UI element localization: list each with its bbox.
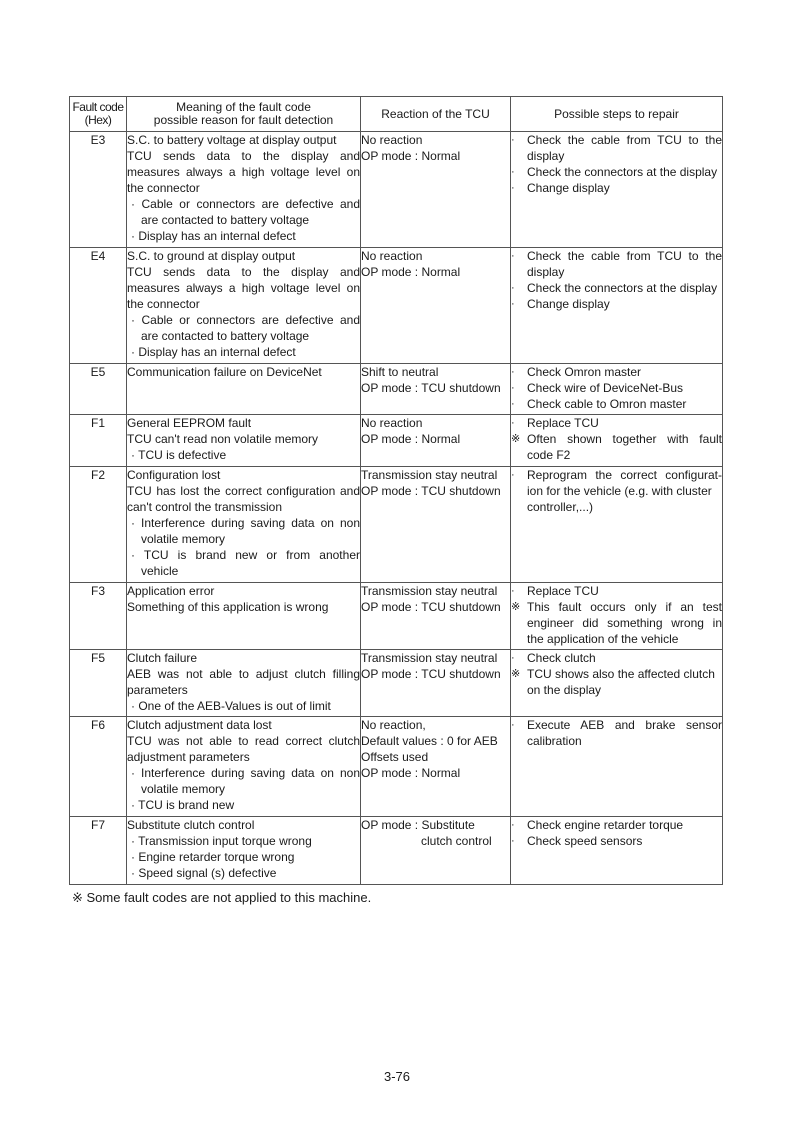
fault-code: F7 xyxy=(70,817,127,885)
repair-item xyxy=(511,132,722,164)
tcu-reaction xyxy=(361,248,511,364)
fault-code: F5 xyxy=(70,650,127,717)
table-row xyxy=(70,717,723,817)
repair-item xyxy=(511,415,722,431)
reaction-line: OP mode : TCU shutdown xyxy=(361,600,501,614)
fault-code: E3 xyxy=(70,132,127,248)
table-row xyxy=(70,248,723,364)
tcu-reaction xyxy=(361,650,511,717)
repair-item xyxy=(511,817,722,833)
meaning-line: TCU sends data to the display and xyxy=(127,149,360,163)
meaning-line: are contacted to battery voltage xyxy=(141,213,310,227)
meaning-line: · Cable or connectors are defective and xyxy=(131,197,360,211)
reaction-line: No reaction xyxy=(361,133,423,147)
meaning-line: · Speed signal (s) defective xyxy=(131,866,277,880)
reaction-line: OP mode : Substitute xyxy=(361,818,475,832)
repair-line: Check the connectors at the display xyxy=(527,281,718,295)
reaction-line: Default values : 0 for AEB xyxy=(361,734,498,748)
repair-line: Check wire of DeviceNet-Bus xyxy=(527,381,684,395)
meaning-line: S.C. to ground at display output xyxy=(127,249,296,263)
reaction-line: OP mode : TCU shutdown xyxy=(361,667,501,681)
repair-text xyxy=(527,599,722,647)
header-code-line: (Hex) xyxy=(84,114,112,127)
repair-text xyxy=(527,467,722,515)
bullet-icon: · xyxy=(511,719,515,731)
meaning-line: vehicle xyxy=(141,564,179,578)
repair-line: the application of the vehicle xyxy=(527,632,679,646)
repair-item xyxy=(511,599,722,647)
repair-line: display xyxy=(527,265,565,279)
table-body xyxy=(70,132,723,885)
repair-steps xyxy=(511,467,723,583)
repair-text xyxy=(527,666,722,698)
fault-meaning xyxy=(127,248,361,364)
meaning-line: · One of the AEB-Values is out of limit xyxy=(131,699,331,713)
meaning-line: AEB was not able to adjust clutch filling xyxy=(127,667,360,681)
meaning-line: · Transmission input torque wrong xyxy=(131,834,312,848)
meaning-line: · TCU is defective xyxy=(131,448,227,462)
table-row xyxy=(70,650,723,717)
meaning-line: Communication failure on DeviceNet xyxy=(127,365,322,379)
meaning-line: · TCU is brand new xyxy=(131,798,235,812)
repair-steps xyxy=(511,650,723,717)
header-meaning-line: possible reason for fault detection xyxy=(153,114,334,127)
fault-meaning xyxy=(127,717,361,817)
repair-text xyxy=(527,650,722,666)
reaction-line: clutch control xyxy=(421,834,492,848)
repair-text xyxy=(527,833,722,849)
repair-line: Check cable to Omron master xyxy=(527,397,687,411)
table-row xyxy=(70,583,723,650)
repair-item xyxy=(511,296,722,312)
tcu-reaction xyxy=(361,467,511,583)
meaning-line: · Display has an internal defect xyxy=(131,345,296,359)
bullet-icon: · xyxy=(511,282,515,294)
tcu-reaction xyxy=(361,415,511,467)
tcu-reaction xyxy=(361,717,511,817)
repair-line: on the display xyxy=(527,683,602,697)
repair-text xyxy=(527,180,722,196)
repair-text xyxy=(527,296,722,312)
repair-text xyxy=(527,431,722,463)
repair-line: Often shown together with fault xyxy=(527,432,722,446)
table-row xyxy=(70,467,723,583)
header-fault-code xyxy=(70,97,127,132)
repair-text xyxy=(527,248,722,280)
meaning-line: TCU can't read non volatile memory xyxy=(127,432,319,446)
header-reaction: Reaction of the TCU xyxy=(361,97,511,132)
repair-item xyxy=(511,650,722,666)
repair-line: This fault occurs only if an test xyxy=(527,600,722,614)
meaning-line: Substitute clutch control xyxy=(127,818,255,832)
header-code-line: Fault code xyxy=(72,101,124,114)
repair-line: Change display xyxy=(527,297,610,311)
meaning-line: · Interference during saving data on non xyxy=(131,766,360,780)
fault-meaning xyxy=(127,650,361,717)
meaning-line: · Interference during saving data on non xyxy=(131,516,360,530)
fault-meaning xyxy=(127,415,361,467)
bullet-icon: · xyxy=(511,182,515,194)
meaning-line: · Cable or connectors are defective and xyxy=(131,313,360,327)
reaction-line: Transmission stay neutral xyxy=(361,468,498,482)
repair-item xyxy=(511,396,722,412)
repair-text xyxy=(527,132,722,164)
bullet-icon: · xyxy=(511,298,515,310)
reaction-line: OP mode : TCU shutdown xyxy=(361,381,501,395)
table-row xyxy=(70,817,723,885)
repair-line: Reprogram the correct configurat- xyxy=(527,468,722,482)
repair-line: Replace TCU xyxy=(527,416,599,430)
tcu-reaction xyxy=(361,364,511,415)
repair-line: Check speed sensors xyxy=(527,834,643,848)
repair-text xyxy=(527,396,722,412)
repair-steps xyxy=(511,583,723,650)
repair-item xyxy=(511,164,722,180)
fault-code: F3 xyxy=(70,583,127,650)
reaction-line: No reaction xyxy=(361,416,423,430)
repair-item xyxy=(511,467,722,515)
repair-text xyxy=(527,280,722,296)
repair-item xyxy=(511,431,722,463)
header-row xyxy=(70,97,723,132)
meaning-line: Application error xyxy=(127,584,215,598)
meaning-line: measures always a high voltage level on xyxy=(127,165,360,179)
fault-code: F1 xyxy=(70,415,127,467)
meaning-line: · Display has an internal defect xyxy=(131,229,296,243)
fault-meaning xyxy=(127,364,361,415)
meaning-line: volatile memory xyxy=(141,782,226,796)
table-row xyxy=(70,132,723,248)
repair-item xyxy=(511,666,722,698)
fault-meaning xyxy=(127,467,361,583)
footnote: ※ Some fault codes are not applied to this machine. xyxy=(72,890,372,905)
reaction-line: Transmission stay neutral xyxy=(361,584,498,598)
note-mark-icon: ※ xyxy=(511,433,521,445)
repair-line: calibration xyxy=(527,734,582,748)
meaning-line: are contacted to battery voltage xyxy=(141,329,310,343)
repair-line: ion for the vehicle (e.g. with cluster xyxy=(527,484,712,498)
tcu-reaction xyxy=(361,817,511,885)
bullet-icon: · xyxy=(511,398,515,410)
repair-item xyxy=(511,248,722,280)
repair-text xyxy=(527,380,722,396)
repair-line: Check the cable from TCU to the xyxy=(527,133,722,147)
repair-item xyxy=(511,180,722,196)
bullet-icon: · xyxy=(511,250,515,262)
table-row xyxy=(70,364,723,415)
meaning-line: TCU has lost the correct configuration and xyxy=(127,484,360,498)
repair-item xyxy=(511,380,722,396)
meaning-line: · Engine retarder torque wrong xyxy=(131,850,295,864)
fault-meaning xyxy=(127,583,361,650)
reaction-line: OP mode : Normal xyxy=(361,265,461,279)
bullet-icon: · xyxy=(511,469,515,481)
repair-line: Replace TCU xyxy=(527,584,599,598)
repair-item xyxy=(511,583,722,599)
repair-text xyxy=(527,817,722,833)
bullet-icon: · xyxy=(511,819,515,831)
repair-steps xyxy=(511,415,723,467)
page-number: 3-76 xyxy=(383,1069,411,1084)
repair-line: Check the connectors at the display xyxy=(527,165,718,179)
reaction-line: Shift to neutral xyxy=(361,365,439,379)
repair-steps xyxy=(511,132,723,248)
meaning-line: Clutch failure xyxy=(127,651,198,665)
header-repair: Possible steps to repair xyxy=(511,97,723,132)
repair-line: display xyxy=(527,149,565,163)
reaction-line: Transmission stay neutral xyxy=(361,651,498,665)
meaning-line: parameters xyxy=(127,683,188,697)
header-meaning-line: Meaning of the fault code xyxy=(176,101,311,114)
repair-line: Execute AEB and brake sensor xyxy=(527,718,722,732)
repair-text xyxy=(527,164,722,180)
header-meaning xyxy=(127,97,361,132)
repair-line: Check Omron master xyxy=(527,365,642,379)
repair-text xyxy=(527,364,722,380)
bullet-icon: · xyxy=(511,417,515,429)
meaning-line: Clutch adjustment data lost xyxy=(127,718,272,732)
meaning-line: the connector xyxy=(127,297,200,311)
reaction-line: Offsets used xyxy=(361,750,429,764)
repair-item xyxy=(511,717,722,749)
fault-code: F2 xyxy=(70,467,127,583)
bullet-icon: · xyxy=(511,366,515,378)
reaction-line: OP mode : Normal xyxy=(361,766,461,780)
tcu-reaction xyxy=(361,583,511,650)
meaning-line: TCU sends data to the display and xyxy=(127,265,360,279)
meaning-line: Something of this application is wrong xyxy=(127,600,329,614)
meaning-line: the connector xyxy=(127,181,200,195)
fault-meaning xyxy=(127,132,361,248)
fault-meaning xyxy=(127,817,361,885)
reaction-line: OP mode : Normal xyxy=(361,432,461,446)
fault-code: E4 xyxy=(70,248,127,364)
repair-item xyxy=(511,280,722,296)
repair-text xyxy=(527,415,722,431)
meaning-line: volatile memory xyxy=(141,532,226,546)
repair-text xyxy=(527,717,722,749)
bullet-icon: · xyxy=(511,835,515,847)
bullet-icon: · xyxy=(511,166,515,178)
repair-line: Change display xyxy=(527,181,610,195)
meaning-line: General EEPROM fault xyxy=(127,416,252,430)
meaning-line: · TCU is brand new or from another xyxy=(131,548,360,562)
repair-line: Check the cable from TCU to the xyxy=(527,249,722,263)
note-mark-icon: ※ xyxy=(511,601,521,613)
meaning-line: can't control the transmission xyxy=(127,500,283,514)
repair-line: Check engine retarder torque xyxy=(527,818,684,832)
meaning-line: TCU was not able to read correct clutch xyxy=(127,734,360,748)
bullet-icon: · xyxy=(511,382,515,394)
table-row xyxy=(70,415,723,467)
reaction-line: OP mode : Normal xyxy=(361,149,461,163)
reaction-line: No reaction xyxy=(361,249,423,263)
meaning-line: Configuration lost xyxy=(127,468,221,482)
repair-line: Check clutch xyxy=(527,651,596,665)
meaning-line: S.C. to battery voltage at display output xyxy=(127,133,337,147)
fault-code: E5 xyxy=(70,364,127,415)
reaction-line: OP mode : TCU shutdown xyxy=(361,484,501,498)
bullet-icon: · xyxy=(511,652,515,664)
meaning-line: adjustment parameters xyxy=(127,750,250,764)
reaction-line: No reaction, xyxy=(361,718,426,732)
bullet-icon: · xyxy=(511,134,515,146)
note-mark-icon: ※ xyxy=(511,668,521,680)
repair-text xyxy=(527,583,722,599)
bullet-icon: · xyxy=(511,585,515,597)
repair-line: code F2 xyxy=(527,448,571,462)
repair-steps xyxy=(511,717,723,817)
meaning-line: measures always a high voltage level on xyxy=(127,281,360,295)
table-header xyxy=(70,97,723,132)
fault-code: F6 xyxy=(70,717,127,817)
repair-item xyxy=(511,833,722,849)
repair-steps xyxy=(511,248,723,364)
repair-line: engineer did something wrong in xyxy=(527,616,722,630)
repair-line: TCU shows also the affected clutch xyxy=(527,667,715,681)
fault-code-table xyxy=(69,96,723,885)
repair-steps xyxy=(511,817,723,885)
tcu-reaction xyxy=(361,132,511,248)
repair-steps xyxy=(511,364,723,415)
repair-item xyxy=(511,364,722,380)
repair-line: controller,...) xyxy=(527,500,594,514)
